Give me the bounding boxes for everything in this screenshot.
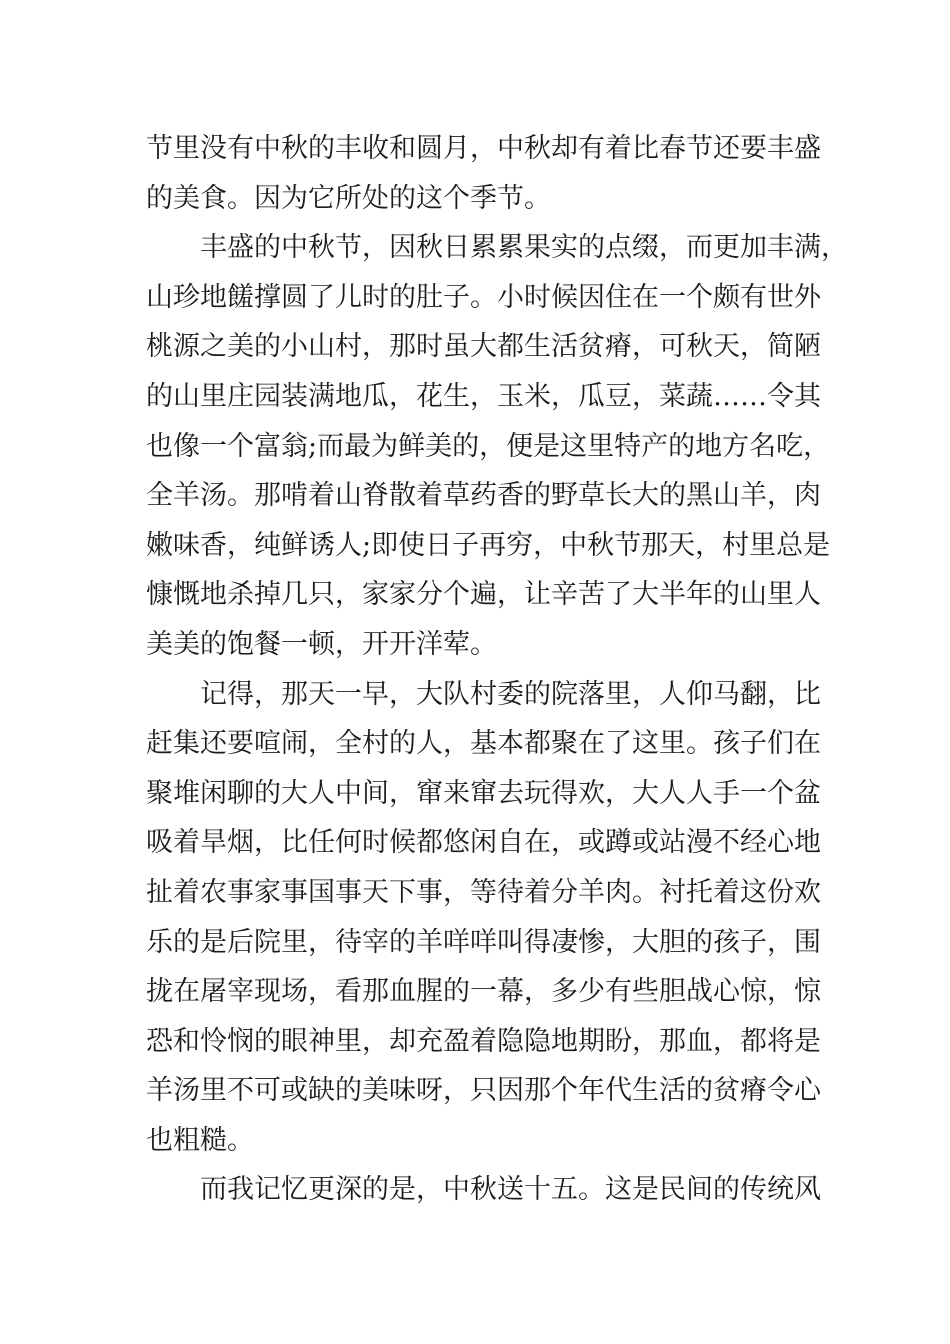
text-line: 嫩味香，纯鲜诱人;即使日子再穷，中秋节那天，村里总是	[146, 529, 831, 561]
text-line: 也粗糙。	[146, 1124, 254, 1156]
text-line: 扯着农事家事国事天下事，等待着分羊肉。衬托着这份欢	[146, 876, 821, 908]
text-line: 慷慨地杀掉几只，家家分个遍，让辛苦了大半年的山里人	[146, 579, 821, 611]
text-line: 乐的是后院里，待宰的羊咩咩叫得凄惨，大胆的孩子，围	[146, 926, 821, 958]
text-line: 赶集还要喧闹，全村的人，基本都聚在了这里。孩子们在	[146, 728, 821, 760]
text-line: 羊汤里不可或缺的美味呀，只因那个年代生活的贫瘠令心	[146, 1075, 821, 1107]
text-line: 桃源之美的小山村，那时虽大都生活贫瘠，可秋天，简陋	[146, 331, 821, 363]
text-line: 拢在屠宰现场，看那血腥的一幕，多少有些胆战心惊，惊	[146, 976, 821, 1008]
paragraph-1	[146, 124, 826, 223]
text-line: 山珍地饈撑圆了儿时的肚子。小时候因住在一个颇有世外	[146, 281, 821, 313]
text-line: 的山里庄园装满地瓜，花生，玉米，瓜豆，菜蔬……令其	[146, 380, 821, 412]
article-body	[146, 124, 848, 1215]
text-line: 恐和怜悯的眼神里，却充盈着隐隐地期盼，那血，都将是	[146, 1025, 821, 1057]
text-line: 聚堆闲聊的大人中间，窜来窜去玩得欢，大人人手一个盆	[146, 777, 821, 809]
paragraph-3	[146, 670, 826, 1166]
text-line: 吸着旱烟，比任何时候都悠闲自在，或蹲或站漫不经心地	[146, 827, 821, 859]
text-line: 记得，那天一早，大队村委的院落里，人仰马翻，比	[200, 678, 821, 710]
text-line: 丰盛的中秋节，因秋日累累果实的点缀，而更加丰满，	[200, 232, 848, 264]
text-line: 节里没有中秋的丰收和圆月，中秋却有着比春节还要丰盛	[146, 133, 821, 164]
text-line: 的美食。因为它所处的这个季节。	[146, 182, 551, 214]
text-line: 也像一个富翁;而最为鲜美的，便是这里特产的地方名吃，	[146, 430, 831, 462]
paragraph-4	[146, 1165, 826, 1215]
text-line: 而我记忆更深的是，中秋送十五。这是民间的传统风	[200, 1174, 821, 1206]
text-line: 美美的饱餐一顿，开开洋荤。	[146, 628, 497, 660]
text-line: 全羊汤。那啃着山脊散着草药香的野草长大的黑山羊，肉	[146, 480, 821, 512]
paragraph-2	[146, 223, 848, 669]
